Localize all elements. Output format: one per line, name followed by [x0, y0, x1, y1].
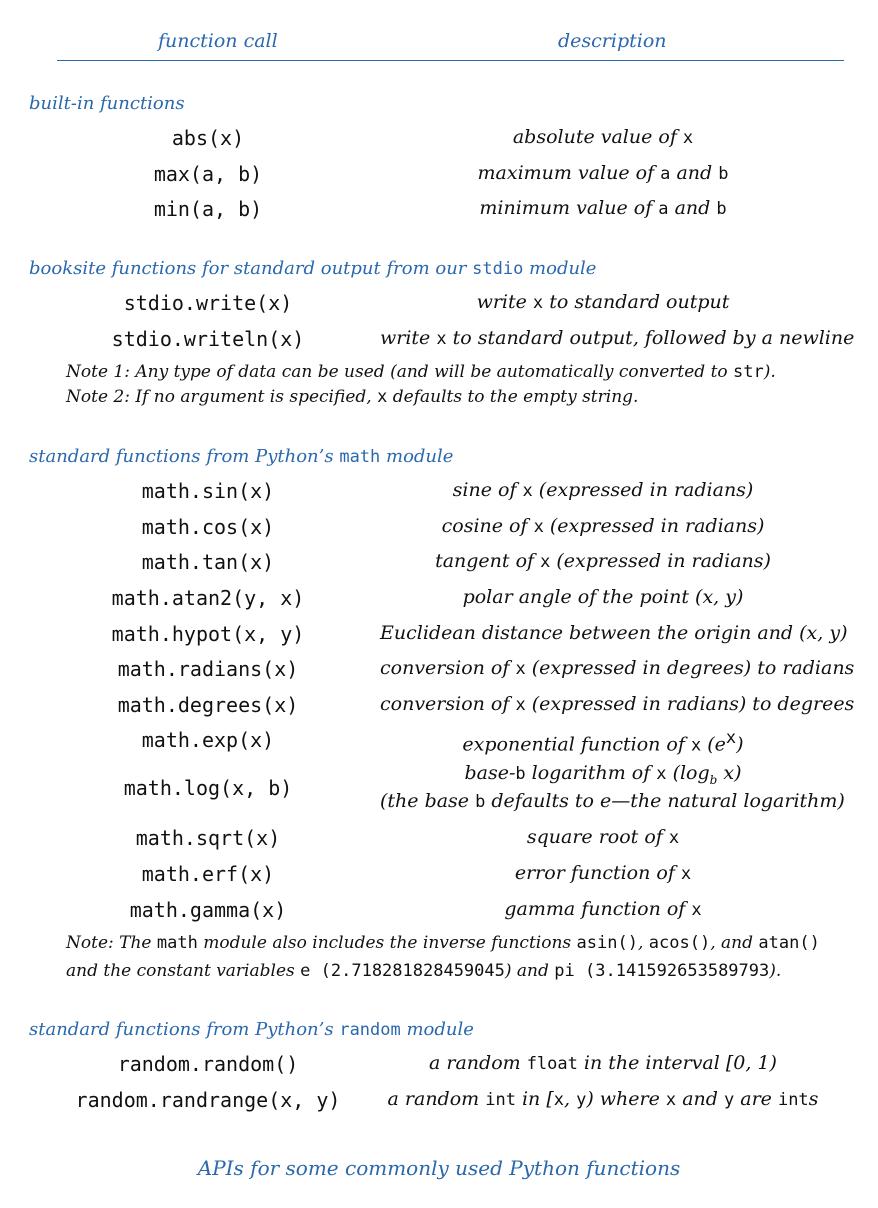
function-call: stdio.writeln(x)	[111, 327, 305, 351]
header-rule	[57, 60, 844, 61]
function-call: random.random()	[117, 1052, 299, 1076]
function-description: write x to standard output, followed by a newline	[380, 327, 855, 349]
function-description: conversion of x (expressed in radians) to degrees	[380, 693, 855, 715]
section-title-math: standard functions from Python’s math module	[29, 446, 454, 467]
column-header-function-call: function call	[158, 30, 278, 52]
function-description: gamma function of x	[504, 898, 702, 920]
function-description: cosine of x (expressed in radians)	[441, 515, 765, 537]
section-title-random: standard functions from Python’s random module	[29, 1019, 474, 1040]
function-description: exponential function of x $(e^x)$	[462, 728, 744, 756]
function-description: absolute value of x	[512, 126, 694, 148]
function-call: max(a, b)	[153, 162, 263, 186]
function-call: math.degrees(x)	[117, 693, 299, 717]
function-description: square root of x	[526, 826, 680, 848]
stdio-note-2: Note 2: If no argument is specified, x defaults to the empty string.	[66, 387, 639, 407]
function-call: math.gamma(x)	[129, 898, 287, 922]
function-call: math.exp(x)	[141, 728, 275, 752]
math-note-line-2: and the constant variables e (2.718281828459045) and pi (3.141592653589793).	[66, 961, 782, 981]
function-description-line-1: base-b logarithm of x ($\log_b$ x)	[464, 762, 742, 787]
function-call: math.erf(x)	[141, 862, 275, 886]
function-call: math.hypot(x, y)	[111, 622, 305, 646]
function-call: abs(x)	[171, 126, 245, 150]
function-description: conversion of x (expressed in degrees) to radians	[380, 657, 855, 679]
stdio-note-1: Note 1: Any type of data can be used (and will be automatically converted to str).	[66, 362, 776, 382]
function-call: math.tan(x)	[141, 550, 275, 574]
function-description: a random float in the interval [0, 1)	[429, 1052, 777, 1074]
function-description-line-2: (the base b defaults to e—the natural logarithm)	[380, 790, 845, 812]
function-description: a random int in [x, y) where x and y are ints	[387, 1088, 819, 1110]
function-description: Euclidean distance between the origin and (x, y)	[380, 622, 848, 644]
function-description: maximum value of a and b	[477, 162, 729, 184]
column-header-description: description	[558, 30, 667, 52]
function-description: tangent of x (expressed in radians)	[435, 550, 771, 572]
function-description: write x to standard output	[476, 291, 730, 313]
function-call: math.sqrt(x)	[135, 826, 281, 850]
function-call: math.sin(x)	[141, 479, 275, 503]
section-title-builtin: built-in functions	[29, 93, 185, 114]
function-description: polar angle of the point (x, y)	[462, 586, 744, 608]
function-description: minimum value of a and b	[479, 197, 727, 219]
section-title-stdio: booksite functions for standard output from our stdio module	[29, 258, 597, 279]
function-call: random.randrange(x, y)	[75, 1088, 341, 1112]
function-description: sine of x (expressed in radians)	[452, 479, 754, 501]
function-call: math.radians(x)	[117, 657, 299, 681]
function-call: min(a, b)	[153, 197, 263, 221]
function-call: math.atan2(y, x)	[111, 586, 305, 610]
math-note-line-1: Note: The math module also includes the inverse functions asin(), acos(), and atan()	[66, 933, 820, 953]
function-description: error function of x	[514, 862, 692, 884]
function-call: math.log(x, b)	[123, 776, 293, 800]
function-call: math.cos(x)	[141, 515, 275, 539]
figure-caption: APIs for some commonly used Python functions	[197, 1156, 681, 1180]
function-call: stdio.write(x)	[123, 291, 293, 315]
